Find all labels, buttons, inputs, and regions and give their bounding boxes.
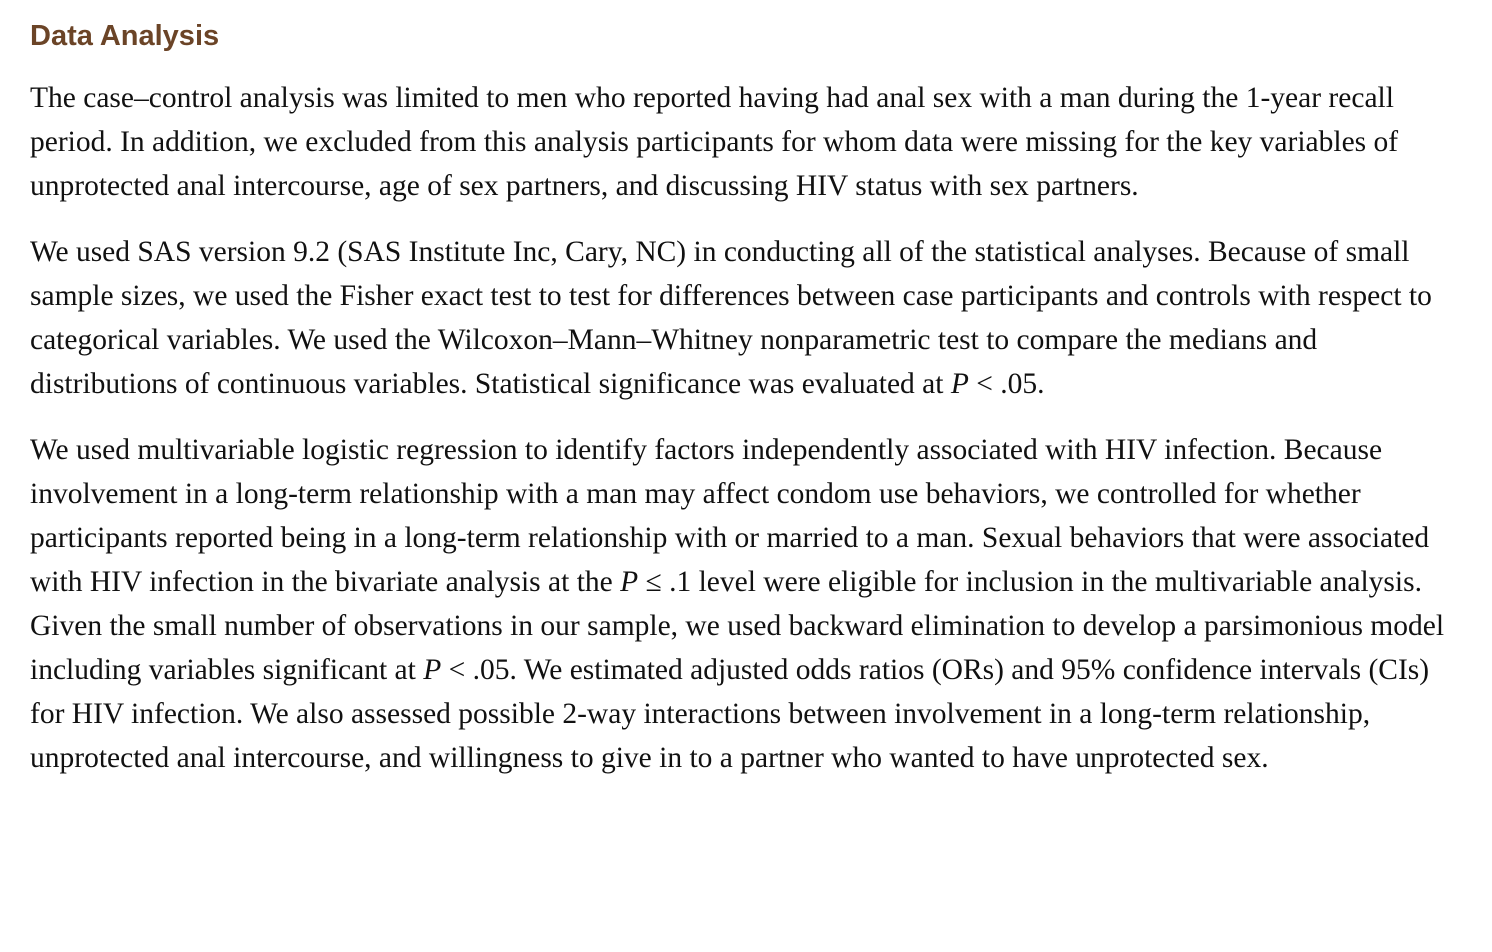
paragraph-2-text-after: < .05.: [968, 368, 1045, 400]
p-value-symbol: P: [950, 368, 969, 400]
p-value-symbol: P: [423, 654, 442, 686]
paragraph-1: [30, 76, 1450, 208]
section-heading: Data Analysis: [30, 20, 220, 52]
paragraph-3-text-2: ≤ .1 level were eligible for inclusion in the multivariable analysis. Given the small number of observations in our sample, we used backward elimination to develop a parsimonious model including variables significant at: [30, 566, 1445, 686]
paragraph-2-text-before: We used SAS version 9.2 (SAS Institute Inc, Cary, NC) in conducting all of the statistical analyses. Because of small sample sizes, we used the Fisher exact test to test for differences between case participants and controls with respect to categorical variables. We used the Wilcoxon–Mann–Whitney nonparametric test to compare the medians and distributions of continuous variables. Statistical significance was evaluated at: [30, 236, 1432, 400]
p-value-symbol: P: [620, 566, 639, 598]
paragraph-3-text-3: < .05. We estimated adjusted odds ratios (ORs) and 95% confidence intervals (CIs) for HIV infection. We also assessed possible 2-way interactions between involvement in a long-term relationship, unprotected anal intercourse, and willingness to give in to a partner who wanted to have unprotected sex.: [30, 654, 1430, 774]
paragraph-1-text: The case–control analysis was limited to men who reported having had anal sex with a man during the 1-year recall period. In addition, we excluded from this analysis participants for whom data were missing for the key variables of unprotected anal intercourse, age of sex partners, and discussing HIV status with sex partners.: [30, 82, 1399, 202]
paragraph-2: [30, 230, 1450, 406]
paragraph-3: [30, 428, 1450, 780]
paragraph-3-text-1: We used multivariable logistic regression to identify factors independently associated with HIV infection. Because involvement in a long-term relationship with a man may affect condom use behaviors, we controlled for whether participants reported being in a long-term relationship with or married to a man. Sexual behaviors that were associated with HIV infection in the bivariate analysis at the: [30, 434, 1430, 598]
data-analysis-section: [30, 14, 1450, 802]
